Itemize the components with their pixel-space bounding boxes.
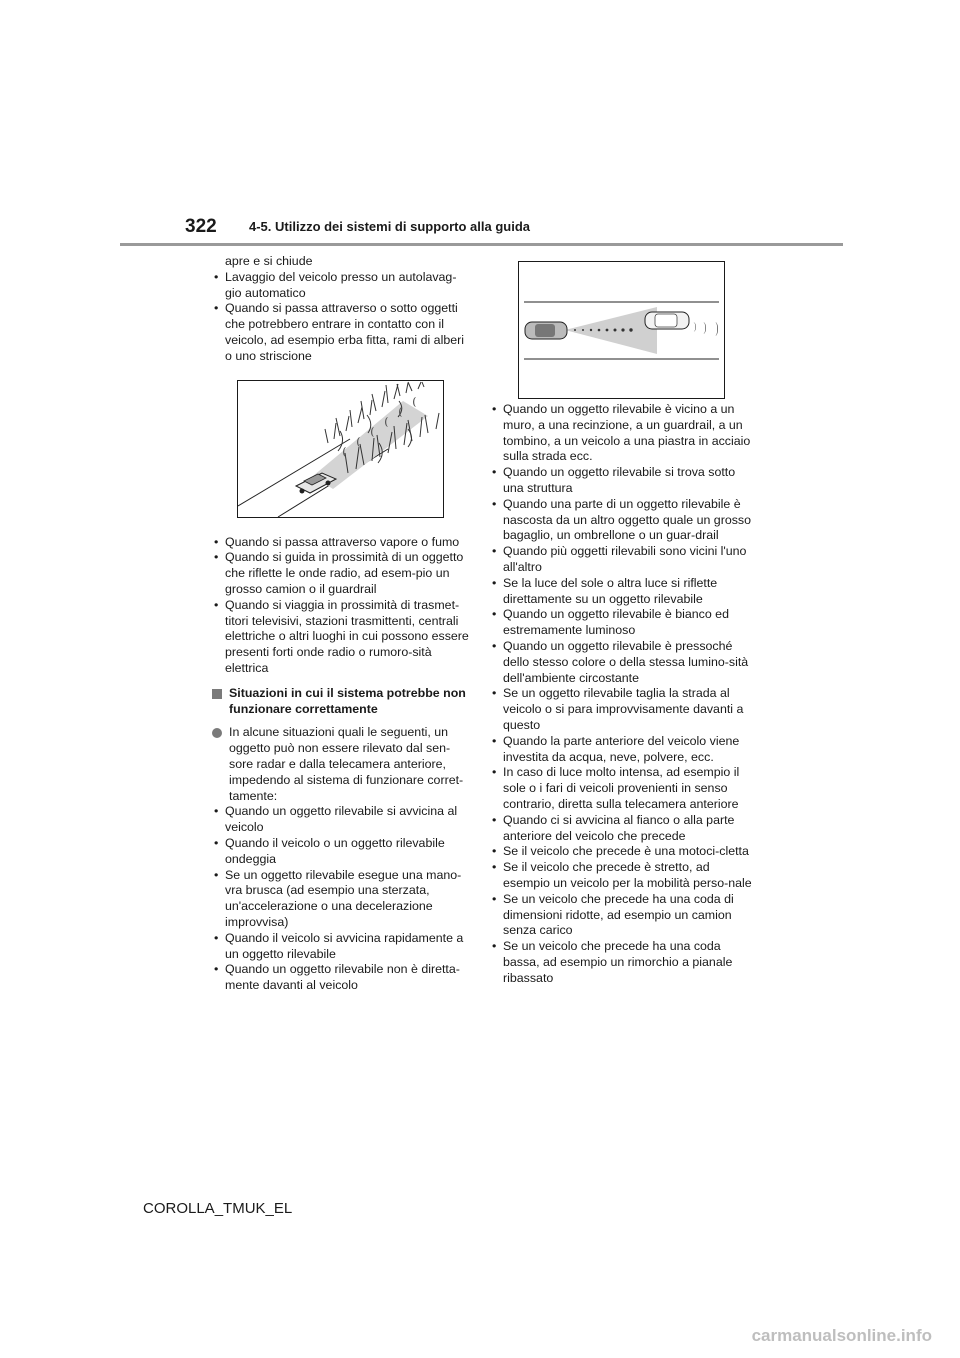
grass-illustration-svg (238, 381, 443, 517)
section-heading (211, 686, 469, 718)
grass-illustration (237, 380, 444, 518)
radar-illustration-svg (519, 262, 724, 398)
model-code: COROLLA_TMUK_EL (143, 1200, 293, 1217)
bullet-list (211, 270, 469, 365)
intro-text: In alcune situazioni quali le seguenti, un oggetto può non essere rilevato dal sen-sore radar e dalla telecamera anteriore, impedendo al sistema di funzionare corret-tamente: (229, 725, 464, 803)
page-number: 322 (185, 216, 217, 237)
radar-illustration (518, 261, 725, 399)
list-item: • Quando un oggetto rilevabile non è diretta-mente davanti al veicolo (211, 962, 469, 994)
watermark-text: carmanualsonline.info (751, 1326, 932, 1345)
list-item: • Quando si passa attraverso o sotto oggetti che potrebbero entrare in contatto con il veicolo, ad esempio erba fitta, rami di alberi o uno striscione (211, 301, 469, 364)
list-item: • Se un oggetto rilevabile taglia la strada al veicolo o si para improvvisamente davanti a questo (489, 686, 752, 733)
list-item: • Quando ci si avvicina al fianco o alla parte anteriore del veicolo che precede (489, 813, 752, 845)
vehicle-ahead-icon (645, 312, 689, 329)
list-item: • Quando la parte anteriore del veicolo viene investita da acqua, neve, polvere, ecc. (489, 734, 752, 766)
bullet-list (211, 804, 469, 994)
square-bullet-icon (212, 689, 222, 699)
section-heading-text: Situazioni in cui il sistema potrebbe non funzionare correttamente (229, 685, 466, 716)
circle-bullet-icon (212, 728, 222, 738)
list-item: • Quando si passa attraverso vapore o fumo (211, 535, 469, 551)
list-item: • Se un veicolo che precede ha una coda bassa, ad esempio un rimorchio a pianale ribassato (489, 939, 752, 986)
bullet-list (489, 402, 752, 986)
list-item: • Quando un oggetto rilevabile si trova sotto una struttura (489, 465, 752, 497)
continuation-text: apre e si chiude (225, 254, 313, 268)
list-item: • Quando più oggetti rilevabili sono vicini l'uno all'altro (489, 544, 752, 576)
car-icon (296, 473, 336, 494)
list-item: • Se il veicolo che precede è stretto, ad esempio un veicolo per la mobilità perso-nale (489, 860, 752, 892)
list-item: • Quando il veicolo o un oggetto rilevabile ondeggia (211, 836, 469, 868)
intro-paragraph (211, 725, 469, 804)
list-item: • Lavaggio del veicolo presso un autolavag-gio automatico (211, 270, 469, 302)
list-item: • Se un oggetto rilevabile esegue una mano-vra brusca (ad esempio una sterzata, un'accelerazione o una decelerazione improvvisa) (211, 868, 469, 931)
list-item: • Quando si viaggia in prossimità di trasmet-titori televisivi, stazioni trasmittenti, centrali elettriche o altri luoghi in cui possono essere presenti forti onde radio o rumoro-sità elettrica (211, 598, 469, 677)
list-item: • Se un veicolo che precede ha una coda di dimensioni ridotte, ad esempio un camion senza carico (489, 892, 752, 939)
own-car-icon (525, 322, 567, 339)
section-title: 4-5. Utilizzo dei sistemi di supporto alla guida (249, 219, 530, 234)
list-item: • Se la luce del sole o altra luce si riflette direttamente su un oggetto rilevabile (489, 576, 752, 608)
right-column (489, 402, 752, 986)
list-item: • Quando un oggetto rilevabile è bianco ed estremamente luminoso (489, 607, 752, 639)
list-item: • Quando una parte di un oggetto rilevabile è nascosta da un altro oggetto quale un grosso bagaglio, un ombrellone o un guar-drail (489, 497, 752, 544)
list-item: • Quando si guida in prossimità di un oggetto che riflette le onde radio, ad esem-pio un grosso camion o il guardrail (211, 550, 469, 597)
list-item: • Quando un oggetto rilevabile è vicino a un muro, a una recinzione, a un guardrail, a un tombino, a un veicolo a una piastra in acciaio sulla strada ecc. (489, 402, 752, 465)
header-rule (120, 243, 843, 246)
left-column (211, 254, 469, 994)
list-item: • Quando un oggetto rilevabile è pressoché dello stesso colore o della stessa lumino-sità dell'ambiente circostante (489, 639, 752, 686)
list-item: • Quando un oggetto rilevabile si avvicina al veicolo (211, 804, 469, 836)
list-item: • In caso di luce molto intensa, ad esempio il sole o i fari di veicoli provenienti in senso contrario, diretta sulla telecamera anteriore (489, 765, 752, 812)
list-item: • Quando il veicolo si avvicina rapidamente a un oggetto rilevabile (211, 931, 469, 963)
list-item: • Se il veicolo che precede è una motoci-cletta (489, 844, 752, 860)
bullet-list (211, 535, 469, 677)
